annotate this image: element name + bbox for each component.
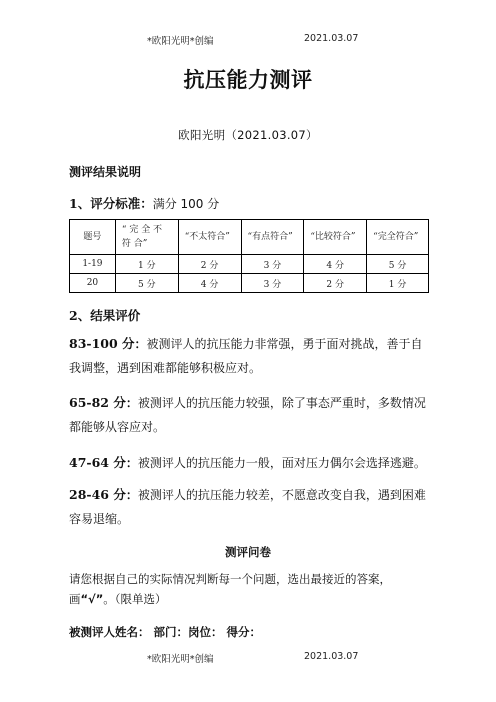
table-header-cell: “ 完 全 不 符 合” — [115, 220, 178, 255]
evaluation-text: 被测评人的抗压能力较差，不愿意改变自我，遇到困难容易退缩。 — [69, 488, 426, 526]
table-header-cell: “比较符合” — [304, 220, 367, 255]
evaluation-item — [69, 391, 429, 439]
evaluation-text: 被测评人的抗压能力较强，除了事态严重时，多数情况都能够从容应对。 — [69, 396, 426, 434]
header-author: *欧阳光明*创编 — [147, 36, 214, 47]
page-subtitle: 欧阳光明（2021.03.07） — [178, 128, 318, 142]
footer-date: 2021.03.07 — [304, 651, 359, 662]
table-cell: 3 分 — [241, 274, 304, 293]
evaluation-item — [69, 332, 429, 380]
footer-author: *欧阳光明*创编 — [147, 654, 214, 665]
table-header-cell: “不太符合” — [178, 220, 241, 255]
scoring-table — [69, 219, 429, 293]
scoring-heading — [69, 194, 219, 212]
table-row — [70, 274, 429, 293]
evaluation-heading: 2、结果评价 — [69, 308, 141, 323]
section-title: 测评结果说明 — [69, 165, 142, 179]
evaluation-range: 28-46 分 — [69, 487, 126, 502]
questionnaire-instruction — [69, 569, 434, 609]
table-cell: 2 分 — [178, 255, 241, 274]
table-cell: 1-19 — [70, 255, 116, 274]
instruction-text: 请您根据自己的实际情况判断每一个问题，选出最接近的答案，画 — [69, 572, 391, 606]
header-date: 2021.03.07 — [304, 33, 359, 44]
evaluation-text: 被测评人的抗压能力一般，面对压力偶尔会选择逃避。 — [137, 456, 426, 470]
page-title: 抗压能力测评 — [183, 68, 313, 92]
checkmark-symbol: “√” — [80, 592, 104, 606]
scoring-heading-num: 1、评分标准： — [69, 196, 153, 211]
evaluation-range: 65-82 分 — [69, 395, 126, 410]
table-header-row — [70, 220, 429, 255]
table-cell: 5 分 — [115, 274, 178, 293]
evaluation-colon: ： — [125, 396, 138, 410]
table-cell: 20 — [70, 274, 116, 293]
evaluation-range: 47-64 分 — [69, 455, 126, 470]
table-cell: 3 分 — [241, 255, 304, 274]
table-cell: 4 分 — [178, 274, 241, 293]
table-header-cell: “完全符合” — [367, 220, 429, 255]
evaluation-text: 被测评人的抗压能力非常强，勇于面对挑战，善于自我调整，遇到困难都能够积极应对。 — [69, 337, 423, 375]
evaluation-item — [69, 451, 429, 475]
table-cell: 4 分 — [304, 255, 367, 274]
evaluation-colon: ： — [125, 488, 138, 502]
table-cell: 5 分 — [367, 255, 429, 274]
evaluation-item — [69, 483, 429, 531]
evaluation-colon: ： — [134, 337, 147, 351]
evaluation-range: 83-100 分 — [69, 336, 135, 351]
table-cell: 1 分 — [367, 274, 429, 293]
evaluatee-fields: 被测评人姓名： 部门：岗位： 得分： — [69, 625, 262, 639]
table-cell: 2 分 — [304, 274, 367, 293]
scoring-heading-text: 满分 100 分 — [152, 197, 220, 211]
evaluation-colon: ： — [125, 456, 138, 470]
table-row — [70, 255, 429, 274]
table-header-cell: 题号 — [70, 220, 116, 255]
table-cell: 1 分 — [115, 255, 178, 274]
instruction-suffix: 。（限单选） — [103, 592, 167, 606]
questionnaire-heading: 测评问卷 — [225, 545, 271, 559]
table-header-cell: “有点符合” — [241, 220, 304, 255]
